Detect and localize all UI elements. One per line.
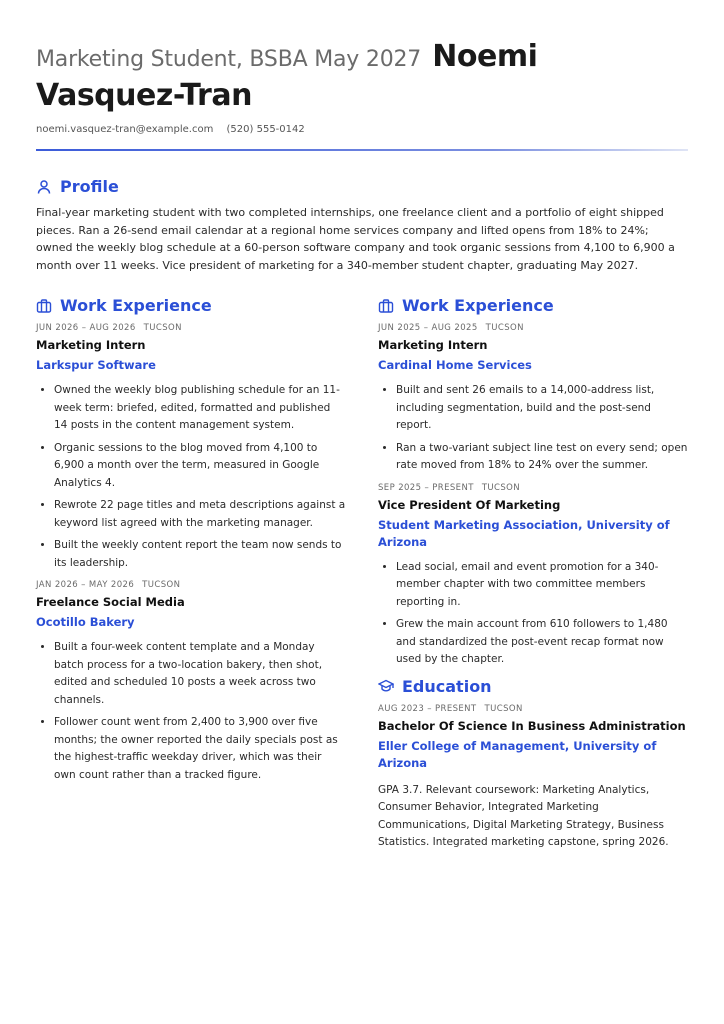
profile-text: Final-year marketing student with two completed internships, one freelance client and a portfolio of eight shipped pieces. Ran a 26-send email calendar at a regional home services company and lifted opens from 18% to 24%; owned the weekly blog schedule at a 60-person software company and took organic sessions from 4,100 to 6,900 a month over 11 weeks. Vice president of marketing for a 340-member student chapter, graduating May 2027. — [36, 206, 675, 272]
entry-location: TUCSON — [143, 323, 182, 333]
entry-dates: JUN 2025 – AUG 2025 — [378, 323, 478, 333]
degree-title: Bachelor Of Science In Business Administration — [378, 718, 686, 733]
education-details: GPA 3.7. Relevant coursework: Marketing Analytics, Consumer Behavior, Integrated Marketing Communications, Digital Marketing Strategy, Business Statistics. Integrated marketing capstone, spring 2026. — [378, 783, 669, 848]
email-text: noemi.vasquez-tran@example.com — [36, 124, 214, 135]
entry-dates: SEP 2025 – PRESENT — [378, 482, 474, 493]
education-section — [378, 677, 688, 852]
bullet-item: • Built the weekly content report the team now sends to its leadership. — [54, 537, 346, 572]
role-title: Marketing Student, BSBA May 2027 — [36, 47, 422, 72]
experience-entry — [378, 323, 688, 475]
graduation-cap-icon — [378, 678, 394, 694]
person-icon — [36, 179, 52, 195]
school-name: Eller College of Management, University of Arizona — [378, 738, 657, 770]
work-experience-label: Work Experience — [60, 296, 212, 315]
resume-header — [36, 36, 688, 114]
candidate-name: Noemi Vasquez-Tran — [36, 39, 538, 113]
entry-bullets — [36, 639, 346, 784]
bullet-item: • Rewrote 22 page titles and meta descriptions against a keyword list agreed with the marketing manager. — [54, 497, 346, 532]
briefcase-icon — [36, 298, 52, 314]
entry-location: TUCSON — [485, 323, 524, 333]
bullet-item: • Organic sessions to the blog moved from 4,100 to 6,900 a month over the term, measured in Google Analytics 4. — [54, 440, 346, 493]
entry-bullets — [378, 559, 688, 669]
two-column-body — [36, 296, 688, 860]
entry-dates: JAN 2026 – MAY 2026 — [36, 580, 135, 590]
entry-location: TUCSON — [142, 580, 181, 590]
bullet-item: • Ran a two-variant subject line test on every send; open rate moved from 18% to 24% over the summer. — [396, 440, 688, 475]
bullet-item: • Built and sent 26 emails to a 14,000-address list, including segmentation, build and the post-send report. — [396, 382, 688, 435]
experience-entry — [36, 323, 346, 572]
entry-location: TUCSON — [481, 482, 521, 493]
profile-heading — [36, 177, 688, 196]
education-entry — [378, 704, 688, 852]
education-heading-label: Education — [402, 676, 492, 696]
organization-name: Cardinal Home Services — [378, 358, 532, 372]
job-title: Marketing Intern — [378, 338, 488, 352]
bullet-item: • Owned the weekly blog publishing schedule for an 11-week term: briefed, edited, formatted and published 14 posts in the content management system. — [54, 382, 346, 435]
work-experience-label: Work Experience — [402, 296, 554, 315]
entry-location: TUCSON — [484, 703, 523, 714]
right-column — [378, 296, 688, 860]
entry-meta — [36, 323, 346, 333]
entry-bullets — [36, 382, 346, 572]
phone-text: (520) 555-0142 — [226, 124, 305, 135]
work-experience-heading — [378, 296, 688, 315]
left-column — [36, 296, 346, 860]
entry-meta — [378, 704, 688, 714]
organization-name: Student Marketing Association, University of Arizona — [378, 517, 670, 549]
experience-entry — [378, 483, 688, 669]
entry-dates: JUN 2026 – AUG 2026 — [36, 323, 136, 333]
profile-heading-label: Profile — [60, 177, 119, 196]
work-experience-heading — [36, 296, 346, 315]
experience-entry — [36, 580, 346, 784]
job-title: Vice President Of Marketing — [378, 497, 561, 512]
profile-section — [36, 177, 688, 274]
header-divider — [36, 149, 688, 151]
bullet-item: • Follower count went from 2,400 to 3,900 over five months; the owner reported the daily specials post as the highest-traffic weekday driver, which was their own count rather than a tracked figure. — [54, 714, 346, 784]
education-heading — [378, 677, 688, 696]
bullet-item: • Lead social, email and event promotion for a 340-member chapter with two committee members reporting in. — [396, 559, 688, 612]
organization-name: Ocotillo Bakery — [36, 615, 135, 629]
entry-bullets — [378, 382, 688, 475]
job-title: Marketing Intern — [36, 338, 146, 352]
job-title: Freelance Social Media — [36, 595, 185, 609]
entry-meta — [378, 483, 688, 493]
entry-meta — [378, 323, 688, 333]
entry-dates: AUG 2023 – PRESENT — [378, 703, 477, 714]
briefcase-icon — [378, 298, 394, 314]
bullet-item: • Grew the main account from 610 followers to 1,480 and standardized the post-event recap format now used by the chapter. — [396, 616, 688, 669]
bullet-item: • Built a four-week content template and a Monday batch process for a two-location bakery, then shot, edited and scheduled 10 posts a week across two channels. — [54, 639, 346, 709]
entry-meta — [36, 580, 346, 590]
organization-name: Larkspur Software — [36, 358, 156, 372]
contact-line — [36, 124, 688, 135]
